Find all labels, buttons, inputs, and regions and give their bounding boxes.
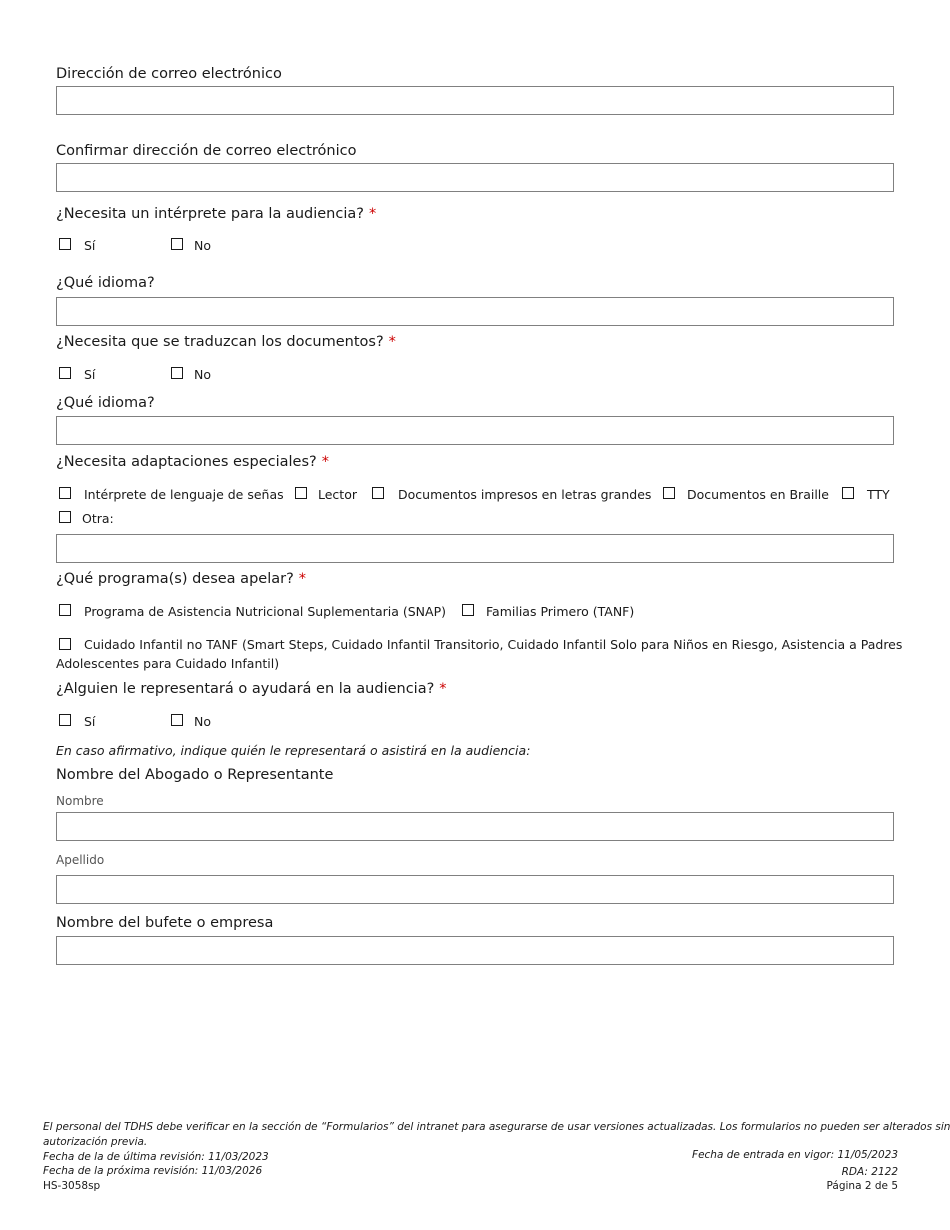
accommodation-sign-language-label: Intérprete de lenguaje de señas: [84, 487, 284, 502]
programs-question-text: ¿Qué programa(s) desea apelar?: [56, 571, 294, 587]
footer-effective-date: Fecha de entrada en vigor: 11/05/2023: [692, 1149, 898, 1161]
accommodation-reader-checkbox[interactable]: [295, 487, 307, 499]
translation-language-label: ¿Qué idioma?: [56, 395, 155, 411]
representative-section-title: Nombre del Abogado o Representante: [56, 767, 334, 783]
footer-notice-line2: autorización previa.: [43, 1136, 148, 1148]
required-mark: *: [368, 206, 377, 222]
accommodation-other-label: Otra:: [82, 511, 114, 526]
email-confirm-input[interactable]: [56, 163, 894, 192]
firm-label: Nombre del bufete o empresa: [56, 915, 274, 931]
program-snap-checkbox[interactable]: [59, 604, 71, 616]
representative-yes-label: Sí: [84, 714, 96, 729]
representative-yes-checkbox[interactable]: [59, 714, 71, 726]
footer-notice-line1: El personal del TDHS debe verificar en la sección de “Formularios” del intranet para asegurarse de usar versiones actualizadas. Los formularios no pueden ser alterados sin: [43, 1121, 950, 1133]
firm-input[interactable]: [56, 936, 894, 965]
accommodation-other-checkbox[interactable]: [59, 511, 71, 523]
accommodation-braille-checkbox[interactable]: [663, 487, 675, 499]
accommodation-tty-checkbox[interactable]: [842, 487, 854, 499]
interpreter-no-label: No: [194, 238, 211, 253]
email-input[interactable]: [56, 86, 894, 115]
program-snap-label: Programa de Asistencia Nutricional Suplementaria (SNAP): [84, 604, 446, 619]
accommodation-large-print-label: Documentos impresos en letras grandes: [398, 487, 652, 502]
translation-no-checkbox[interactable]: [171, 367, 183, 379]
translation-language-input[interactable]: [56, 416, 894, 445]
program-tanf-checkbox[interactable]: [462, 604, 474, 616]
email-label: Dirección de correo electrónico: [56, 66, 282, 82]
footer-page-number: Página 2 de 5: [826, 1180, 898, 1192]
representative-no-label: No: [194, 714, 211, 729]
translation-question-text: ¿Necesita que se traduzcan los documentos?: [56, 334, 384, 350]
interpreter-yes-checkbox[interactable]: [59, 238, 71, 250]
required-mark: *: [388, 334, 396, 350]
representative-question: [56, 681, 447, 697]
representative-no-checkbox[interactable]: [171, 714, 183, 726]
interpreter-language-input[interactable]: [56, 297, 894, 326]
accommodations-question: [56, 454, 329, 470]
accommodation-braille-label: Documentos en Braille: [687, 487, 829, 502]
translation-no-label: No: [194, 367, 211, 382]
footer-form-number: HS-3058sp: [43, 1180, 101, 1192]
interpreter-language-label: ¿Qué idioma?: [56, 275, 155, 291]
footer-last-revision: Fecha de la de última revisión: 11/03/2023: [43, 1151, 269, 1163]
footer-rda: RDA: 2122: [841, 1166, 898, 1178]
email-confirm-label: Confirmar dirección de correo electrónico: [56, 143, 357, 159]
accommodation-large-print-checkbox[interactable]: [372, 487, 384, 499]
required-mark: *: [298, 571, 307, 587]
program-childcare-checkbox[interactable]: [59, 638, 71, 650]
accommodation-sign-language-checkbox[interactable]: [59, 487, 71, 499]
accommodation-other-input[interactable]: [56, 534, 894, 563]
required-mark: *: [439, 681, 447, 697]
programs-question: [56, 571, 306, 587]
accommodation-tty-label: TTY: [867, 487, 890, 502]
first-name-input[interactable]: [56, 812, 894, 841]
translation-yes-label: Sí: [84, 367, 96, 382]
accommodations-question-text: ¿Necesita adaptaciones especiales?: [56, 454, 317, 470]
interpreter-question-text: ¿Necesita un intérprete para la audiencia?: [56, 206, 364, 222]
first-name-label: Nombre: [56, 794, 104, 808]
accommodation-reader-label: Lector: [318, 487, 357, 502]
translation-yes-checkbox[interactable]: [59, 367, 71, 379]
program-childcare-label-line2: Adolescentes para Cuidado Infantil): [56, 656, 280, 671]
interpreter-question: [56, 206, 376, 222]
last-name-label: Apellido: [56, 853, 105, 867]
program-tanf-label: Familias Primero (TANF): [486, 604, 635, 619]
footer-next-revision: Fecha de la próxima revisión: 11/03/2026: [43, 1165, 263, 1177]
interpreter-no-checkbox[interactable]: [171, 238, 183, 250]
required-mark: *: [321, 454, 329, 470]
translation-question: [56, 334, 396, 350]
program-childcare-label-line1: Cuidado Infantil no TANF (Smart Steps, Cuidado Infantil Transitorio, Cuidado Infantil Solo para Niños en Riesgo, Asistencia a Padres: [84, 637, 903, 652]
interpreter-yes-label: Sí: [84, 238, 96, 253]
representative-question-text: ¿Alguien le representará o ayudará en la audiencia?: [56, 681, 435, 697]
last-name-input[interactable]: [56, 875, 894, 904]
representative-instruction: En caso afirmativo, indique quién le representará o asistirá en la audiencia:: [56, 743, 531, 758]
